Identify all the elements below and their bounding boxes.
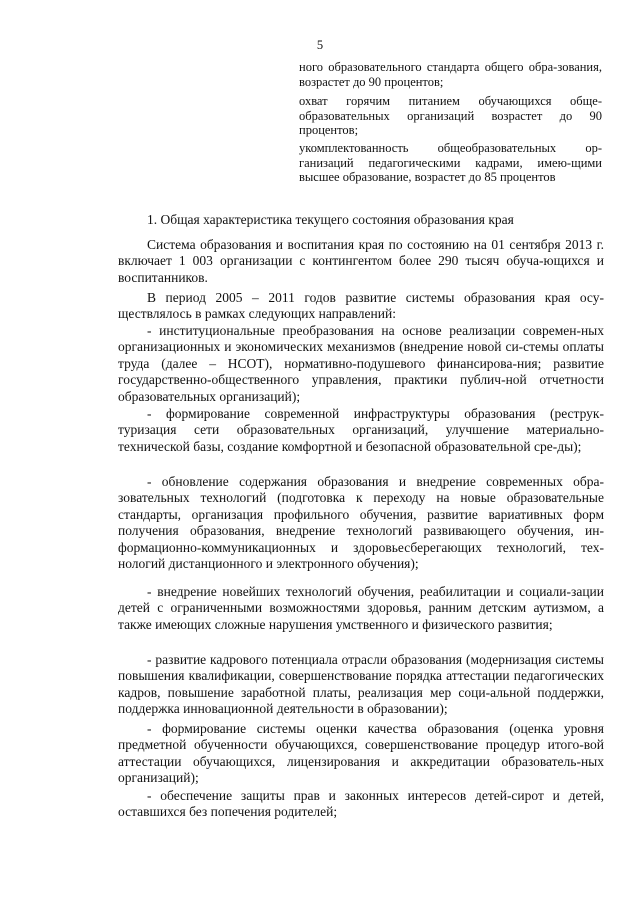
list-item: - обновление содержания образования и внедрение современных обра-зовательных технологий (подготовка к переходу на новые образовательные стандарты, организация профильного обучения, развитие вариативных форм получения образования, внедрение технологий развивающего обучения, ин-формационно-коммуникационных и здоровьесберегающих технологий, тех-нологий дистанционного и электронного обучения); (118, 474, 604, 572)
list-item: - внедрение новейших технологий обучения, реабилитации и социали-зации детей с ограниченными возможностями здоровья, ранним детским аутизмом, а также имеющих сложные нарушения умственного и физического развития; (118, 584, 604, 632)
page-number: 5 (316, 38, 324, 52)
table-cell: охват горячим питанием обучающихся обще-образовательных организаций возрастет до 90 процентов; (299, 94, 602, 137)
paragraph: В период 2005 – 2011 годов развитие системы образования края осу-ществлялось в рамках следующих направлений: (118, 290, 604, 322)
paragraph: Система образования и воспитания края по состоянию на 01 сентября 2013 г. включает 1 003 организации с контингентом более 290 тысяч обуча-ющихся и воспитанников. (118, 237, 604, 285)
list-item: - институциональные преобразования на основе реализации современ-ных организационных и экономических механизмов (внедрение новой си-стемы оплаты труда (далее – НСОТ), нормативно-подушевого финансирова-ния; развитие государственно-общественного управления, практики публич-ной отчетности образовательных организаций); (118, 323, 604, 404)
list-item: - развитие кадрового потенциала отрасли образования (модернизация системы повышения квалификации, совершенствование порядка аттестации педагогических кадров, повышение заработной платы, реализация мер соци-альной поддержки, поддержка инновационной деятельности в образовании); (118, 652, 604, 717)
list-item: - формирование системы оценки качества образования (оценка уровня предметной обученности обучающихся, совершенствование процедур итого-вой аттестации обучающихся, лицензирования и аккредитации образователь-ных организаций); (118, 721, 604, 786)
table-cell: укомплектованность общеобразовательных ор-ганизаций педагогическими кадрами, имею-щими высшее образование, возрастет до 85 процентов (299, 141, 602, 184)
section-heading: 1. Общая характеристика текущего состояния образования края (147, 212, 514, 227)
list-item: - формирование современной инфраструктуры образования (реструк-туризация сети образовательных организаций, улучшение материально-технической базы, создание комфортной и безопасной образовательной сре-ды); (118, 406, 604, 454)
table-cell: ного образовательного стандарта общего обра-зования, возрастет до 90 процентов; (299, 60, 602, 89)
list-item: - обеспечение защиты прав и законных интересов детей-сирот и детей, оставшихся без попечения родителей; (118, 788, 604, 820)
